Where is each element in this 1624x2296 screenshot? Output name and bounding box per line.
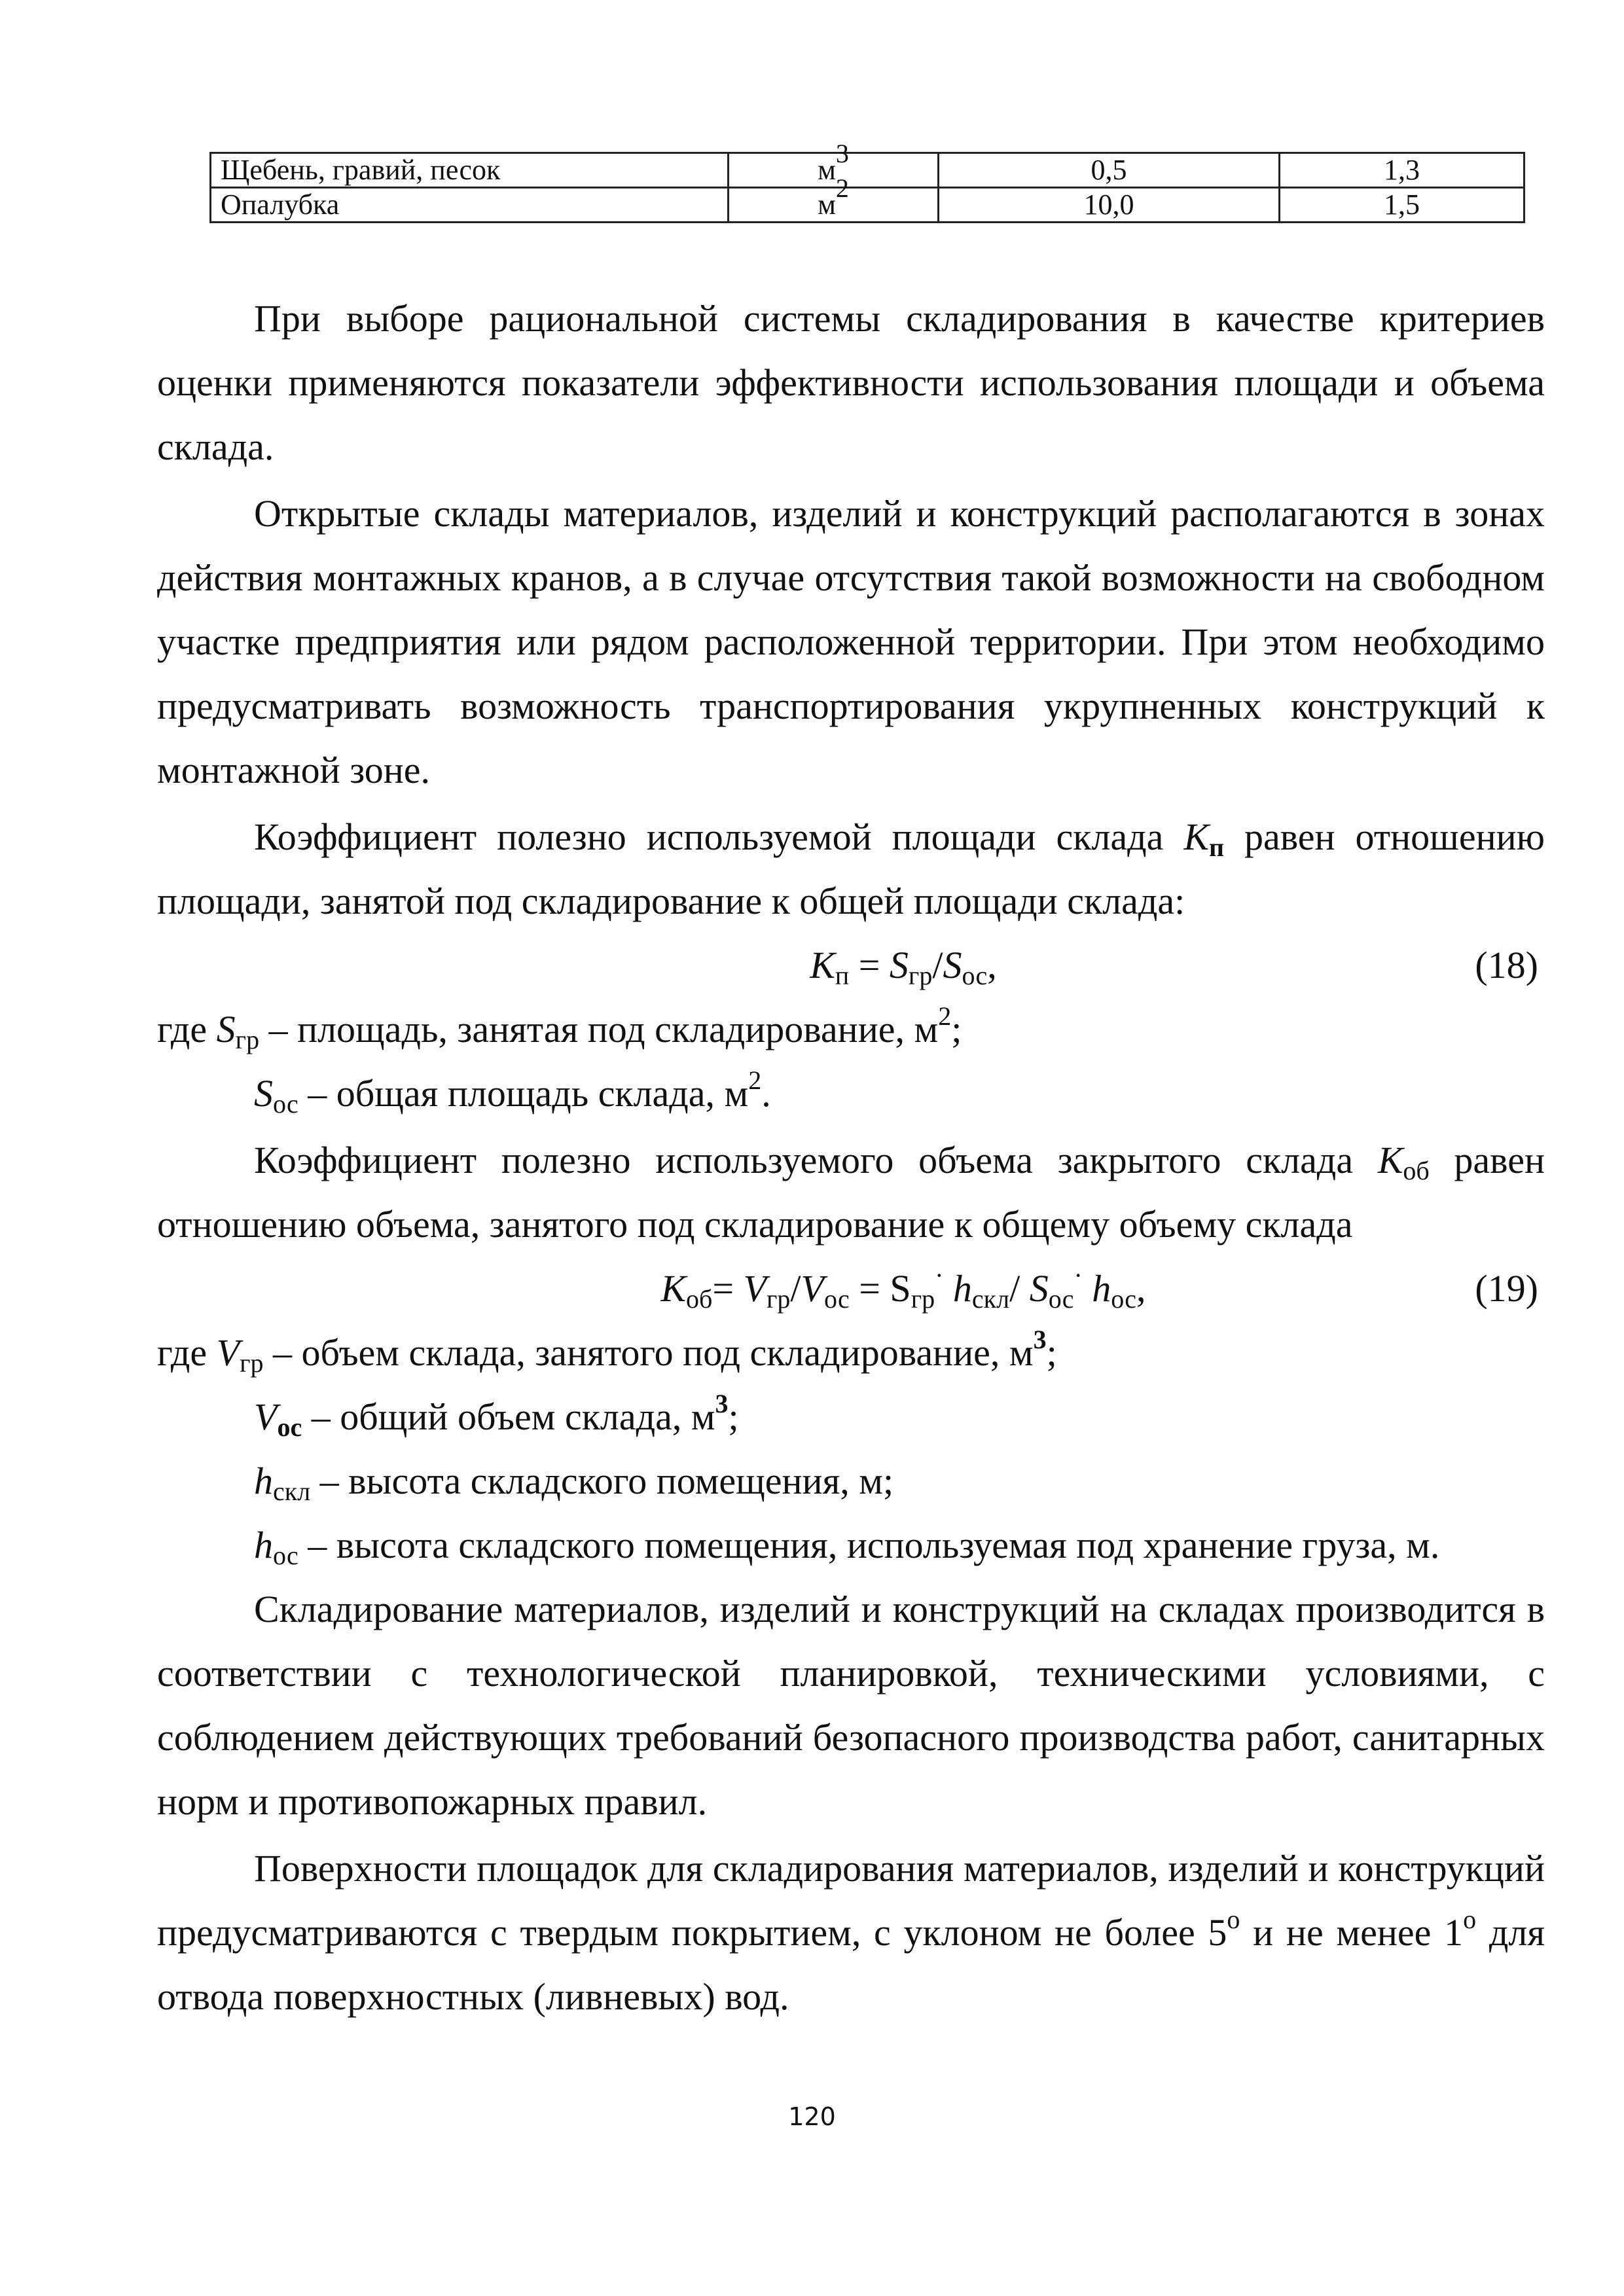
paragraph-area-coefficient: Коэффициент полезно используемой площади склада $К_п$ равен отношению площади, занятой под складирование к общей площади склада: <box>157 816 1545 922</box>
body-text <box>157 287 1545 2029</box>
where-v-os: $V_{ос}$ – общий объем склада, $м^3$; <box>254 1389 739 1442</box>
table-cell-name: Опалубка <box>211 188 729 223</box>
paragraph-open-storage: Открытые склады материалов, изделий и конструкций располагаются в зонах действия монтажных кранов, а в случае отсутствия такой возможности на свободном участке предприятия или рядом расположенной территории. При этом необходимо предусматривать возможность транспортирования укрупненных конструкций к монтажной зоне. <box>157 492 1545 791</box>
where-v-gr: где $V_{гр}$ – объем склада, занятого под складирование, $м^3$; <box>157 1325 1057 1378</box>
paragraph-storage-rules: Складирование материалов, изделий и конструкций на складах производится в соответствии с технологической планировкой, техническими условиями, с соблюдением действующих требований безопасного производства работ, санитарных норм и противопожарных правил. <box>157 1588 1545 1823</box>
materials-table <box>209 139 1525 223</box>
paragraph-surfaces: Поверхности площадок для складирования материалов, изделий и конструкций предусматриваются с твердым покрытием, с уклоном не более $5^о$ и не менее $1^о$ для отвода поверхностных (ливневых) вод. <box>157 1847 1545 2018</box>
where-s-gr: где $S_{гр}$ – площадь, занятая под складирование, $м^2$; <box>157 1001 962 1054</box>
page-number: 120 <box>788 2102 836 2131</box>
where-h-skl: $h_{скл}$ – высота складского помещения, м; <box>254 1460 894 1506</box>
table-row <box>211 188 1525 223</box>
where-h-os: $h_{ос}$ – высота складского помещения, используемая под хранение груза, м. <box>254 1524 1440 1570</box>
where-s-os: $S_{ос}$ – общая площадь склада, $м^2$. <box>254 1066 771 1119</box>
table-cell-value: 10,0 <box>939 188 1280 223</box>
table-row <box>211 153 1525 188</box>
table-cell-value: 1,3 <box>1280 153 1525 188</box>
formula-19 <box>157 1257 1545 1321</box>
formula-19-number: (19) <box>1475 1267 1538 1310</box>
paragraph-volume-coefficient: Коэффициент полезно используемого объема закрытого склада $К_{об}$ равен отношению объема, занятого под складирование к общему объему склада <box>157 1139 1545 1246</box>
table-cell-unit: $м^3$ <box>729 153 939 188</box>
table-cell-value: 1,5 <box>1280 188 1525 223</box>
paragraph-criteria: При выборе рациональной системы складирования в качестве критериев оценки применяются показатели эффективности использования площади и объема склада. <box>157 297 1545 468</box>
formula-18 <box>157 933 1545 997</box>
formula-19-expression: $К_{об}= V_{гр}/V_{ос} = S_{гр}^\cdot$ $h_{скл}/$ $S_{ос}^\cdot$ $h_{ос}$, <box>660 1261 1146 1314</box>
formula-18-number: (18) <box>1475 944 1538 986</box>
table-cell-unit: $м^2$ <box>729 188 939 223</box>
formula-18-expression: $К_п = S_{гр}/S_{ос}$, <box>810 944 997 990</box>
table-cell-name: Щебень, гравий, песок <box>211 153 729 188</box>
table-cell-value: 0,5 <box>939 153 1280 188</box>
